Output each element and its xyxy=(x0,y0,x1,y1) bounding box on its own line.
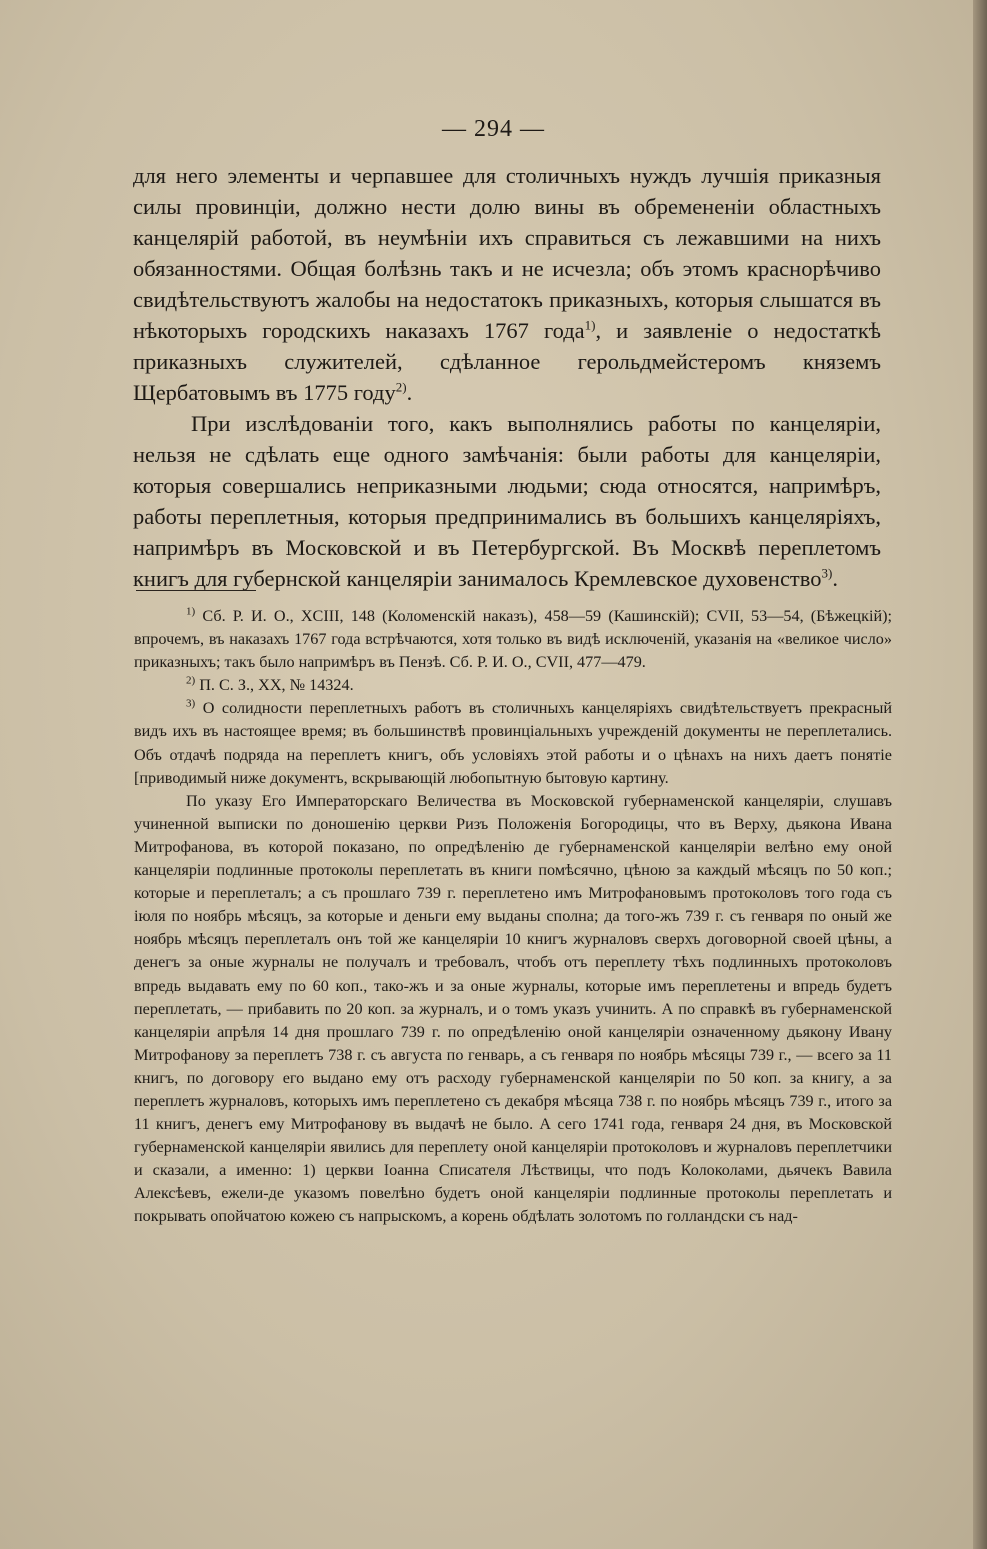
paragraph-1-text: для него элементы и черпавшее для столичныхъ нуждъ лучшія приказныя силы провинціи, должно нести долю вины въ обремененіи областныхъ канцелярій работой, въ неумѣніи ихъ справиться съ лежавшими на нихъ обязанностями. Общая болѣзнь такъ и не исчезла; объ этомъ краснорѣчиво свидѣтельствуютъ жалобы на недостатокъ приказныхъ, которыя слышатся въ нѣкоторыхъ городскихъ наказахъ 1767 года xyxy=(133,163,881,343)
footnote-3-mark: 3) xyxy=(186,697,196,710)
paragraph-1-text-c: . xyxy=(406,380,413,405)
footnote-ref-1: 1) xyxy=(584,317,596,333)
footnote-separator xyxy=(136,590,256,591)
footnote-2 xyxy=(134,674,892,697)
main-text xyxy=(133,160,881,594)
paragraph-2-text: При изслѣдованіи того, какъ выполнялись работы по канцеляріи, нельзя не сдѣлать еще одного замѣчанія: были работы для канцеляріи, которыя совершались неприказными людьми; сюда относятся, напримѣръ, работы переплетныя, которыя предпринимались въ большихъ канцеляріяхъ, напримѣръ въ Московской и въ Петербургской. Въ Москвѣ переплетомъ книгъ для губернской канцеляріи занималось Кремлевское духовенство xyxy=(133,411,881,591)
footnotes xyxy=(134,605,892,1229)
footnote-1 xyxy=(134,605,892,674)
footnote-3 xyxy=(134,697,892,789)
footnote-ref-2: 2) xyxy=(395,379,407,395)
footnote-2-mark: 2) xyxy=(186,674,196,687)
footnote-1-text: Сб. Р. И. О., XCIII, 148 (Коломенскій наказъ), 458—59 (Кашинскій); CVII, 53—54, (Бѣжецкій); впрочемъ, въ наказахъ 1767 года встрѣчаются, хотя только въ видѣ исключеній, указанія на «великое число» приказныхъ; такъ было напримѣръ въ Пензѣ. Сб. Р. И. О., CVII, 477—479. xyxy=(134,607,892,672)
paragraph-2 xyxy=(133,408,881,594)
footnote-3-text: О солидности переплетныхъ работъ въ столичныхъ канцеляріяхъ свидѣтельствуетъ прекрасный видъ ихъ въ настоящее время; въ большинствѣ провинціальныхъ учрежденій документы не переплетались. Объ отдачѣ подряда на переплетъ книгъ, объ условіяхъ этой работы и о цѣнахъ на нихъ даетъ понятіе [приводимый ниже документъ, вскрывающій любопытную бытовую картину. xyxy=(134,699,892,787)
paragraph-1-text-b: , и заявленіе о недостаткѣ приказныхъ служителей, сдѣланное герольдмейстеромъ княземъ Щербатовымъ въ 1775 году xyxy=(133,318,881,405)
paragraph-1 xyxy=(133,160,881,408)
page-number: — 294 — xyxy=(442,116,545,142)
footnote-1-mark: 1) xyxy=(186,605,196,618)
paragraph-2-text-b: . xyxy=(832,566,838,591)
footnote-3-document: По указу Его Императорскаго Величества въ Московской губернаменской канцеляріи, слушавъ учиненной выписки по доношенію церкви Ризъ Положенія Богородицы, что въ Верху, дьякона Ивана Митрофанова, въ которой показано, по опредѣленію де губернаменской канцеляріи велѣно ему оной канцеляріи подлинные протоколы переплетать въ книги помѣсячно, цѣною за каждый мѣсяцъ по 50 коп.; которые и переплеталъ; а съ прошлаго 739 г. переплетено имъ Митрофановымъ протоколовъ того года съ іюля по ноябрь мѣсяцъ, за которые и деньги ему выданы сполна; да того-жъ 739 г. съ генваря по оный же ноябрь мѣсяцъ переплеталъ онъ той же канцеляріи 10 книгъ журналовъ сверхъ договорной своей цѣны, а денегъ за оные журналы не получалъ и требовалъ, чтобъ отъ переплету тѣхъ подлинныхъ протоколовъ впредь выдавать ему по 60 коп., тако-жъ и за оные журналы, которые имъ переплетены и впредь будетъ переплетать, — прибавить по 20 коп. за журналъ, и о томъ указъ учинить. А по справкѣ въ губернаменской канцеляріи апрѣля 14 дня прошлаго 739 г. по опредѣленію оной канцеляріи означенному дьякону Ивану Митрофанову за переплетъ 738 г. съ августа по генварь, а съ генваря по ноябрь мѣсяцы 739 г., — всего за 11 книгъ, по договору его выдано ему отъ расходу губернаменской канцеляріи по 50 коп. за книгу, а за переплетъ журналовъ, которыхъ имъ переплетено съ декабря мѣсяца 738 г. по ноябрь мѣсяцъ 739 г., итого за 11 книгъ, денегъ ему Митрофанову въ выдачѣ не было. А сего 1741 года, генваря 24 дня, въ Московской губернаменской канцеляріи явились для переплету оной канцеляріи протоколовъ и журналовъ переплетчики и сказали, а именно: 1) церкви Іоанна Списателя Лѣствицы, что подъ Колоколами, дьячекъ Вавила Алексѣевъ, ежели-де указомъ повелѣно будетъ оной канцеляріи подлинные протоколы переплетать и покрывать опойчатою кожею съ напрыскомъ, а корень обдѣлать золотомъ по голландски съ над- xyxy=(134,791,892,1226)
footnote-2-text: П. С. З., XX, № 14324. xyxy=(199,676,354,695)
footnote-ref-3: 3) xyxy=(821,565,833,581)
page-edge-shadow xyxy=(973,0,987,1549)
